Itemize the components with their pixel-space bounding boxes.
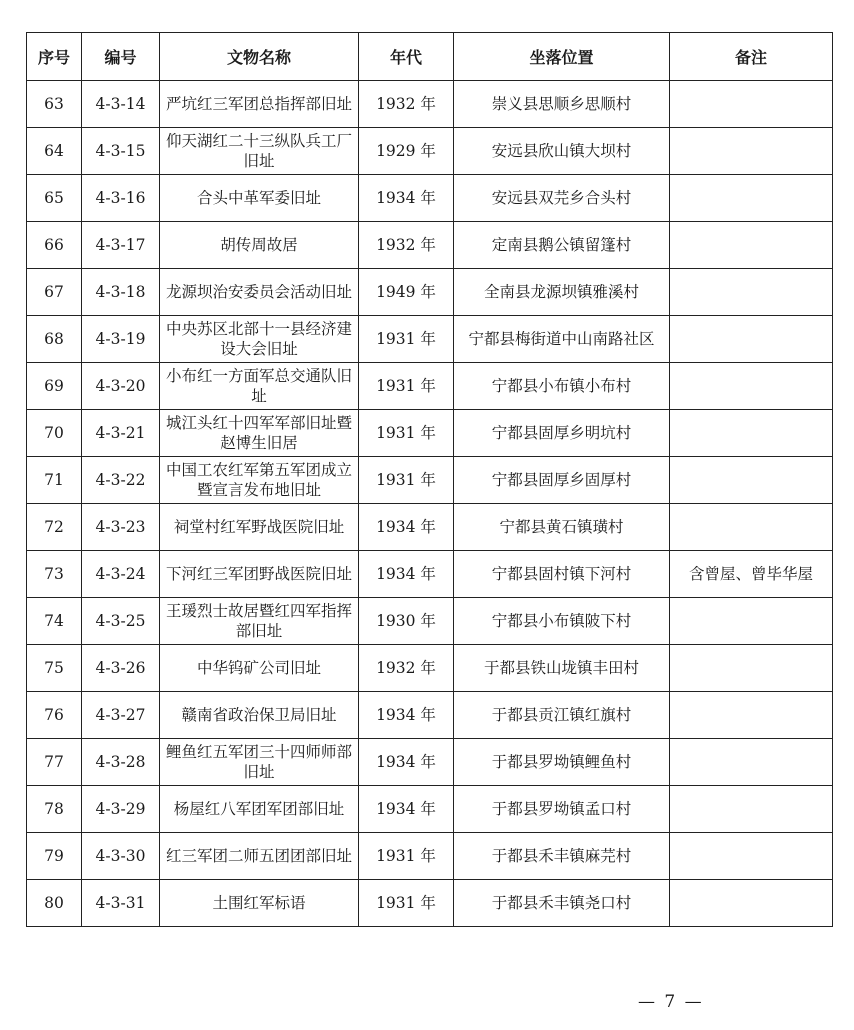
cell-era: 1931 年: [359, 880, 454, 927]
cell-location: 宁都县小布镇陂下村: [454, 598, 670, 645]
cell-relic-name: 中央苏区北部十一县经济建设大会旧址: [160, 316, 359, 363]
cell-code: 4-3-19: [82, 316, 160, 363]
cell-era: 1931 年: [359, 410, 454, 457]
cell-era: 1934 年: [359, 692, 454, 739]
cell-era: 1929 年: [359, 128, 454, 175]
cell-era: 1932 年: [359, 222, 454, 269]
cell-code: 4-3-26: [82, 645, 160, 692]
cell-code: 4-3-14: [82, 81, 160, 128]
cell-relic-name: 仰天湖红二十三纵队兵工厂旧址: [160, 128, 359, 175]
cell-remarks: [670, 457, 833, 504]
cell-code: 4-3-27: [82, 692, 160, 739]
cell-location: 宁都县固村镇下河村: [454, 551, 670, 598]
cell-serial: 71: [27, 457, 82, 504]
cell-code: 4-3-16: [82, 175, 160, 222]
cell-location: 安远县欣山镇大坝村: [454, 128, 670, 175]
header-serial: 序号: [27, 33, 82, 81]
cell-era: 1934 年: [359, 786, 454, 833]
cell-remarks: [670, 410, 833, 457]
cell-era: 1931 年: [359, 316, 454, 363]
cell-location: 于都县禾丰镇麻芫村: [454, 833, 670, 880]
cell-remarks: [670, 222, 833, 269]
cell-relic-name: 合头中革军委旧址: [160, 175, 359, 222]
cell-era: 1932 年: [359, 645, 454, 692]
cell-remarks: [670, 692, 833, 739]
cell-serial: 78: [27, 786, 82, 833]
cell-era: 1934 年: [359, 175, 454, 222]
cell-serial: 72: [27, 504, 82, 551]
cell-era: 1949 年: [359, 269, 454, 316]
cell-location: 宁都县固厚乡明坑村: [454, 410, 670, 457]
cell-location: 于都县铁山垅镇丰田村: [454, 645, 670, 692]
cell-serial: 65: [27, 175, 82, 222]
cell-location: 全南县龙源坝镇雅溪村: [454, 269, 670, 316]
table-row: [27, 551, 833, 598]
cell-serial: 76: [27, 692, 82, 739]
cell-serial: 69: [27, 363, 82, 410]
cell-era: 1932 年: [359, 81, 454, 128]
cell-remarks: [670, 880, 833, 927]
cell-location: 宁都县固厚乡固厚村: [454, 457, 670, 504]
cell-remarks: [670, 316, 833, 363]
cell-code: 4-3-17: [82, 222, 160, 269]
cell-serial: 66: [27, 222, 82, 269]
table-body: [27, 81, 833, 927]
cell-serial: 70: [27, 410, 82, 457]
table-row: [27, 833, 833, 880]
cell-code: 4-3-28: [82, 739, 160, 786]
cell-era: 1930 年: [359, 598, 454, 645]
table-header: [27, 33, 833, 81]
cell-serial: 74: [27, 598, 82, 645]
cell-code: 4-3-29: [82, 786, 160, 833]
table-row: [27, 175, 833, 222]
table-row: [27, 880, 833, 927]
cell-relic-name: 祠堂村红军野战医院旧址: [160, 504, 359, 551]
table-row: [27, 739, 833, 786]
table-row: [27, 316, 833, 363]
cell-relic-name: 中华钨矿公司旧址: [160, 645, 359, 692]
cell-code: 4-3-24: [82, 551, 160, 598]
header-era: 年代: [359, 33, 454, 81]
header-row: [27, 33, 833, 81]
cell-location: 于都县罗坳镇鲤鱼村: [454, 739, 670, 786]
table-row: [27, 222, 833, 269]
cell-serial: 73: [27, 551, 82, 598]
table-row: [27, 128, 833, 175]
cell-relic-name: 红三军团二师五团团部旧址: [160, 833, 359, 880]
cell-relic-name: 王瑗烈士故居暨红四军指挥部旧址: [160, 598, 359, 645]
table-row: [27, 786, 833, 833]
table-row: [27, 81, 833, 128]
cell-era: 1934 年: [359, 551, 454, 598]
cell-serial: 79: [27, 833, 82, 880]
cell-relic-name: 下河红三军团野战医院旧址: [160, 551, 359, 598]
cell-serial: 77: [27, 739, 82, 786]
cell-relic-name: 鲤鱼红五军团三十四师师部旧址: [160, 739, 359, 786]
cell-code: 4-3-20: [82, 363, 160, 410]
table-row: [27, 457, 833, 504]
cell-remarks: [670, 269, 833, 316]
cell-remarks: [670, 833, 833, 880]
header-remarks: 备注: [670, 33, 833, 81]
cell-era: 1931 年: [359, 833, 454, 880]
cell-era: 1931 年: [359, 457, 454, 504]
cell-serial: 63: [27, 81, 82, 128]
cell-location: 宁都县小布镇小布村: [454, 363, 670, 410]
cell-remarks: [670, 175, 833, 222]
cell-code: 4-3-15: [82, 128, 160, 175]
cell-code: 4-3-22: [82, 457, 160, 504]
cell-era: 1934 年: [359, 504, 454, 551]
cell-remarks: [670, 128, 833, 175]
cell-era: 1931 年: [359, 363, 454, 410]
table-row: [27, 504, 833, 551]
table-row: [27, 410, 833, 457]
table-row: [27, 363, 833, 410]
cell-location: 于都县禾丰镇尧口村: [454, 880, 670, 927]
cell-relic-name: 土围红军标语: [160, 880, 359, 927]
cell-code: 4-3-31: [82, 880, 160, 927]
table-row: [27, 645, 833, 692]
cell-relic-name: 龙源坝治安委员会活动旧址: [160, 269, 359, 316]
header-code: 编号: [82, 33, 160, 81]
header-location: 坐落位置: [454, 33, 670, 81]
relics-table: [26, 32, 833, 927]
cell-relic-name: 严坑红三军团总指挥部旧址: [160, 81, 359, 128]
table-row: [27, 598, 833, 645]
cell-location: 崇义县思顺乡思顺村: [454, 81, 670, 128]
cell-remarks: [670, 504, 833, 551]
cell-relic-name: 中国工农红军第五军团成立暨宣言发布地旧址: [160, 457, 359, 504]
cell-relic-name: 杨屋红八军团军团部旧址: [160, 786, 359, 833]
cell-relic-name: 赣南省政治保卫局旧址: [160, 692, 359, 739]
cell-code: 4-3-21: [82, 410, 160, 457]
cell-location: 定南县鹅公镇留篷村: [454, 222, 670, 269]
cell-remarks: [670, 786, 833, 833]
header-relic-name: 文物名称: [160, 33, 359, 81]
cell-location: 宁都县黄石镇璜村: [454, 504, 670, 551]
cell-remarks: [670, 81, 833, 128]
cell-serial: 67: [27, 269, 82, 316]
cell-relic-name: 小布红一方面军总交通队旧址: [160, 363, 359, 410]
cell-code: 4-3-25: [82, 598, 160, 645]
cell-location: 于都县贡江镇红旗村: [454, 692, 670, 739]
cell-location: 安远县双芫乡合头村: [454, 175, 670, 222]
cell-code: 4-3-23: [82, 504, 160, 551]
cell-location: 宁都县梅街道中山南路社区: [454, 316, 670, 363]
cell-serial: 68: [27, 316, 82, 363]
cell-era: 1934 年: [359, 739, 454, 786]
cell-location: 于都县罗坳镇孟口村: [454, 786, 670, 833]
table-row: [27, 269, 833, 316]
cell-remarks: [670, 363, 833, 410]
cell-remarks: 含曾屋、曾毕华屋: [670, 551, 833, 598]
table-row: [27, 692, 833, 739]
cell-serial: 75: [27, 645, 82, 692]
page-number: — 7 —: [638, 992, 704, 1012]
cell-remarks: [670, 598, 833, 645]
cell-remarks: [670, 645, 833, 692]
cell-remarks: [670, 739, 833, 786]
cell-relic-name: 城江头红十四军军部旧址暨赵博生旧居: [160, 410, 359, 457]
cell-serial: 64: [27, 128, 82, 175]
cell-code: 4-3-30: [82, 833, 160, 880]
cell-serial: 80: [27, 880, 82, 927]
cell-code: 4-3-18: [82, 269, 160, 316]
cell-relic-name: 胡传周故居: [160, 222, 359, 269]
